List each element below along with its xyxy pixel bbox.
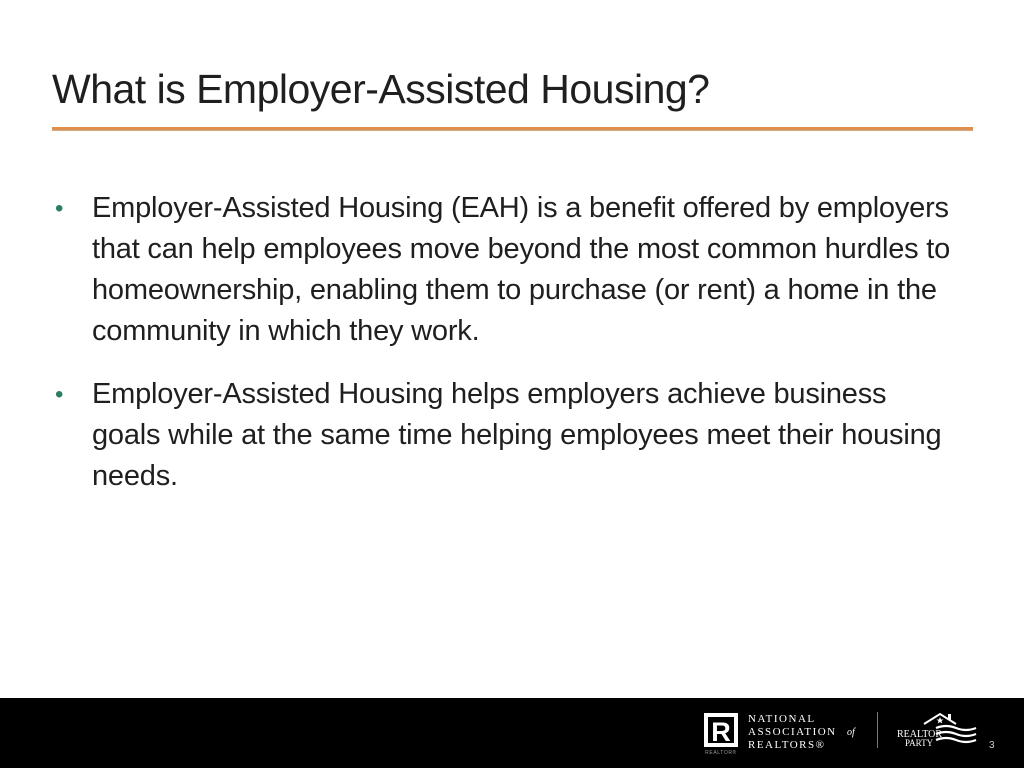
bullet-list bbox=[52, 188, 952, 519]
bullet-dot-icon: • bbox=[55, 195, 64, 222]
party-logo-line1: REALTOR bbox=[897, 729, 943, 740]
slide-title: What is Employer-Assisted Housing? bbox=[52, 66, 710, 112]
bullet-item bbox=[52, 188, 952, 352]
page-number: 3 bbox=[989, 740, 995, 751]
bullet-text: Employer-Assisted Housing (EAH) is a benefit offered by employers that can help employees move beyond the most common hurdles to homeownership, enabling them to purchase (or rent) a home in the community in which they work. bbox=[92, 192, 951, 347]
nar-logo-sub: REALTOR® bbox=[705, 750, 737, 756]
footer-bar bbox=[0, 698, 1024, 768]
bullet-text: Employer-Assisted Housing helps employers achieve business goals while at the same time helping employees meet their housing needs. bbox=[92, 378, 942, 492]
realtor-party-logo bbox=[892, 708, 982, 750]
title-underline-rule bbox=[52, 127, 973, 131]
nar-logo-line1: NATIONAL bbox=[748, 713, 816, 725]
nar-logo-line3: REALTORS® bbox=[748, 739, 826, 751]
svg-text:R: R bbox=[711, 717, 731, 747]
party-logo-line2: PARTY bbox=[905, 738, 934, 748]
nar-logo bbox=[700, 710, 870, 756]
bullet-item bbox=[52, 374, 952, 497]
nar-logo-line2-suffix: of bbox=[847, 727, 855, 738]
footer-divider bbox=[877, 712, 878, 748]
realtor-r-logo-icon bbox=[704, 713, 738, 756]
nar-logo-line2: ASSOCIATION bbox=[748, 726, 837, 738]
bullet-dot-icon: • bbox=[55, 381, 64, 408]
